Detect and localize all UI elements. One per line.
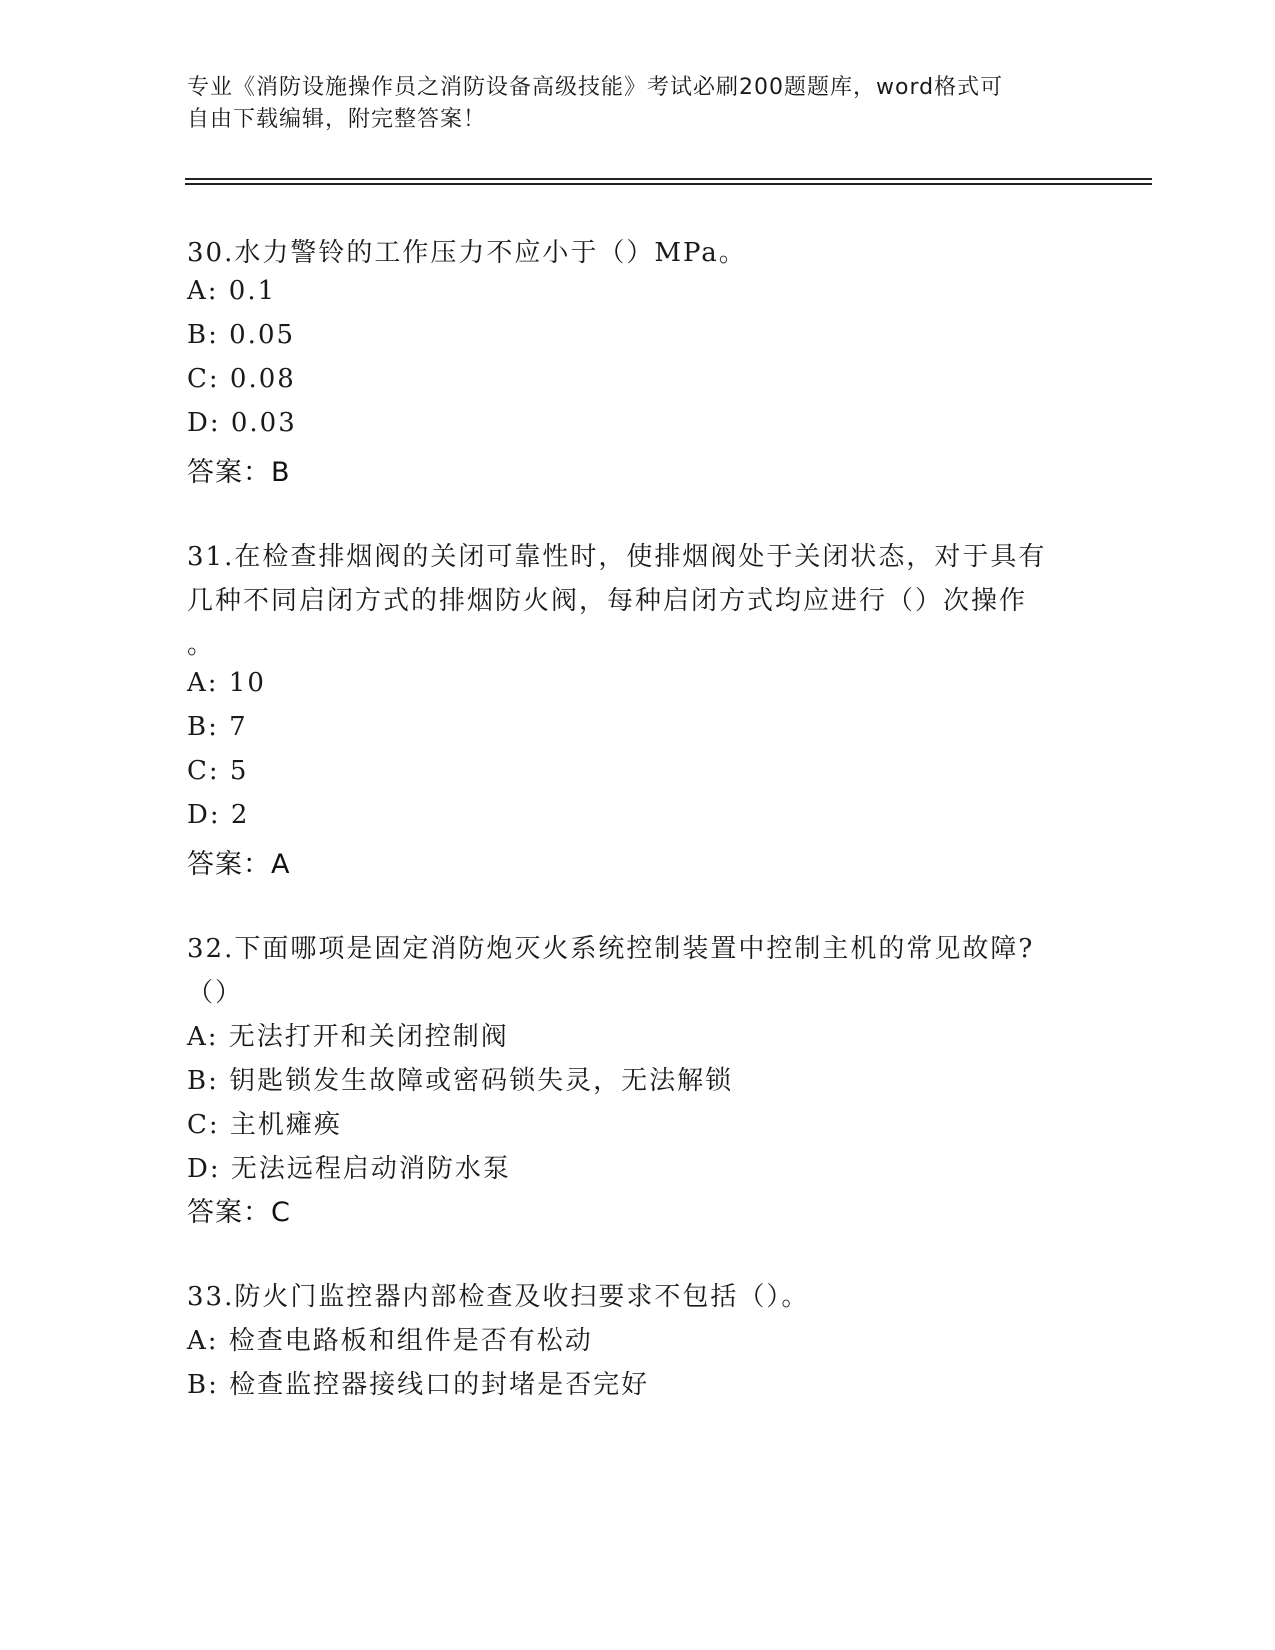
header-divider-top [185,178,1152,180]
question-30-text: 30.水力警铃的工作压力不应小于（）MPa。 [187,238,747,268]
question-32-answer: 答案：C [187,1197,291,1228]
question-33-text: 33.防火门监控器内部检查及收扫要求不包括（）。 [187,1282,810,1312]
question-31-option-b: B: 7 [187,712,248,742]
question-30-option-d: D: 0.03 [187,408,297,438]
question-32-option-a: A: 无法打开和关闭控制阀 [187,1022,509,1052]
question-30-option-c: C: 0.08 [187,364,296,394]
header-line-1: 专业《消防设施操作员之消防设备高级技能》考试必刷200题题库，word格式可 [187,75,1004,100]
question-31-answer: 答案：A [187,849,291,880]
question-32-text-line-1: 32.下面哪项是固定消防炮灭火系统控制装置中控制主机的常见故障? [187,934,1035,964]
header-line-2: 自由下载编辑，附完整答案！ [187,107,487,132]
question-32-option-c: C: 主机瘫痪 [187,1110,342,1140]
question-32-option-b: B: 钥匙锁发生故障或密码锁失灵，无法解锁 [187,1066,734,1096]
question-31-text-line-1: 31.在检查排烟阀的关闭可靠性时，使排烟阀处于关闭状态，对于具有 [187,542,1047,572]
question-30-answer: 答案：B [187,457,291,488]
question-32-option-d: D: 无法远程启动消防水泵 [187,1154,511,1184]
question-30-option-b: B: 0.05 [187,320,296,350]
question-31-option-c: C: 5 [187,756,249,786]
header-divider-bottom [185,183,1152,185]
question-33-option-b: B: 检查监控器接线口的封堵是否完好 [187,1370,650,1400]
question-32-text-line-2: （） [187,978,244,1008]
question-31-option-d: D: 2 [187,800,250,830]
question-31-text-line-3: 。 [187,630,216,660]
question-30-option-a: A: 0.1 [187,276,277,306]
question-31-option-a: A: 10 [187,668,266,698]
question-33-option-a: A: 检查电路板和组件是否有松动 [187,1326,593,1356]
document-header [187,72,1087,136]
question-31-text-line-2: 几种不同启闭方式的排烟防火阀，每种启闭方式均应进行（）次操作 [187,586,1028,616]
